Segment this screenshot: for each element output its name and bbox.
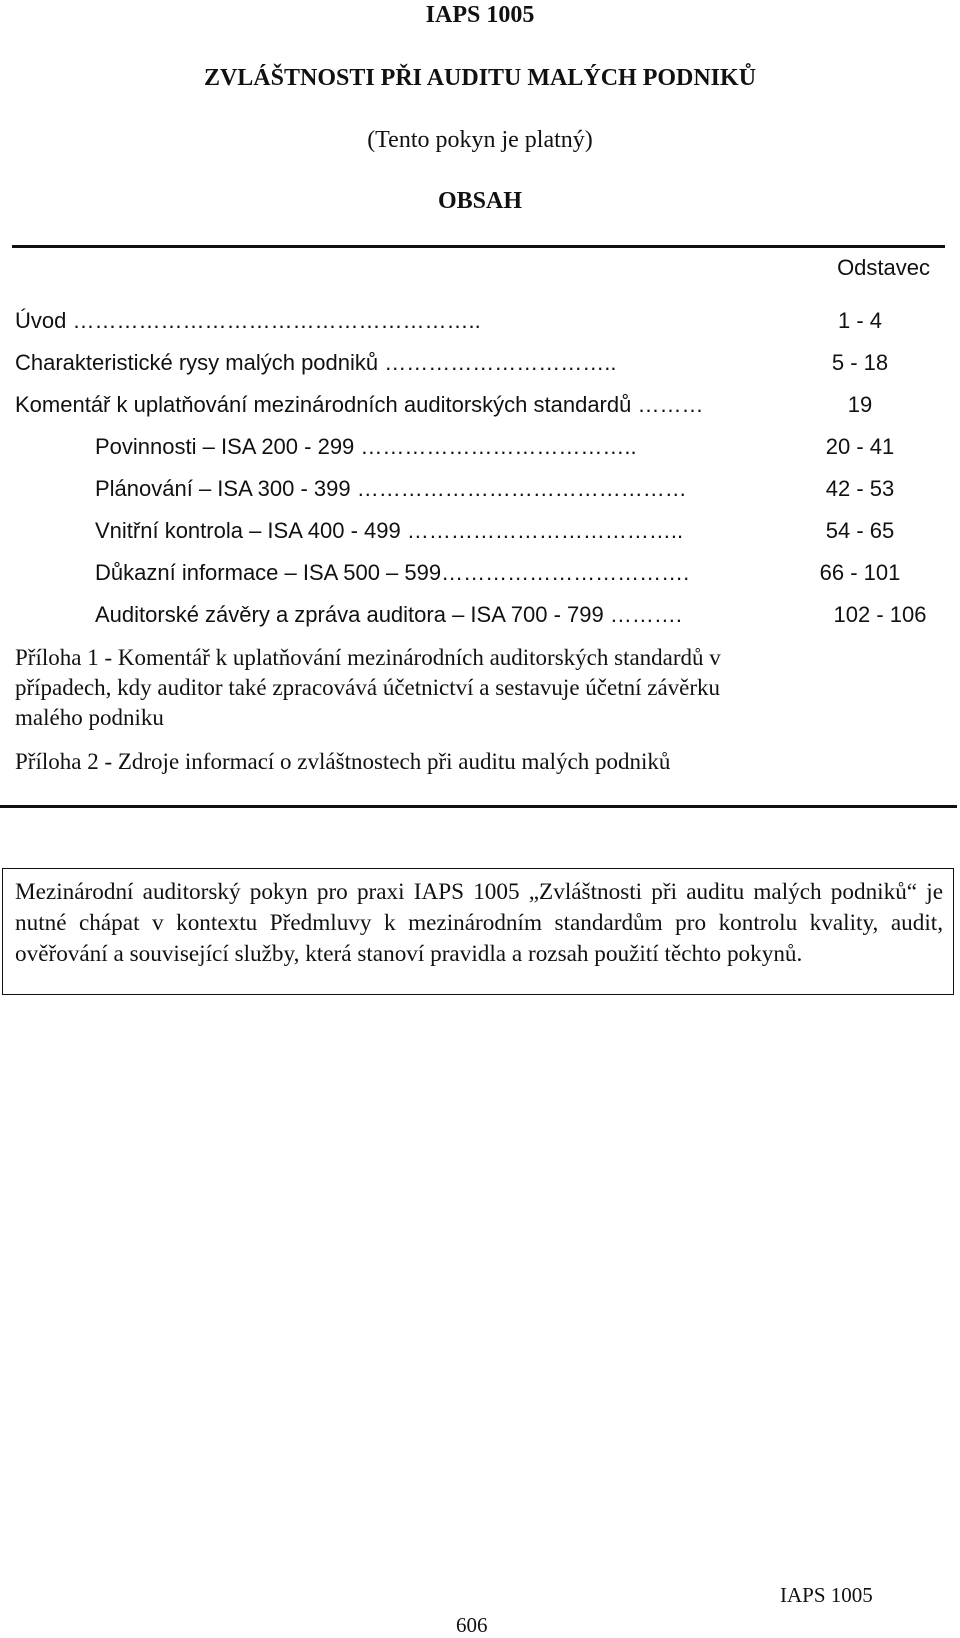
toc-row-pages: 5 - 18 <box>831 350 889 375</box>
toc-row-label: Charakteristické rysy malých podniků ………………………….. <box>15 350 617 375</box>
appendix-2: Příloha 2 - Zdroje informací o zvláštnostech při auditu malých podniků <box>15 749 671 774</box>
bottom-divider <box>0 805 957 808</box>
document-title: ZVLÁŠTNOSTI PŘI AUDITU MALÝCH PODNIKŮ <box>203 65 757 91</box>
toc-row-charakteristicke-rysy <box>0 348 960 378</box>
toc-row-povinnosti <box>0 432 960 462</box>
page-number: 606 <box>456 1613 488 1637</box>
toc-row-pages: 54 - 65 <box>825 518 895 543</box>
footer-document-code: IAPS 1005 <box>780 1583 873 1607</box>
validity-note: (Tento pokyn je platný) <box>367 127 593 153</box>
toc-row-komentar <box>0 390 960 420</box>
appendix-1: Příloha 1 - Komentář k uplatňování mezinárodních auditorských standardů v případech, kdy auditor také zpracovává účetnictví a sestavuje účetní závěrku malého podniku <box>15 645 721 730</box>
toc-column-header: Odstavec <box>837 255 930 280</box>
toc-row-label: Povinnosti – ISA 200 - 299 ……………………………….. <box>95 434 637 459</box>
toc-row-pages: 102 - 106 <box>833 602 927 627</box>
document-code: IAPS 1005 <box>425 2 535 28</box>
toc-row-pages: 42 - 53 <box>825 476 895 501</box>
toc-row-pages: 19 <box>847 392 873 417</box>
top-divider <box>12 245 945 248</box>
toc-row-label: Komentář k uplatňování mezinárodních auditorských standardů ……… <box>15 392 704 417</box>
toc-row-label: Úvod ……………………………………………….. <box>15 308 481 333</box>
toc-row-label: Plánování – ISA 300 - 399 ……………………………………… <box>95 476 687 501</box>
toc-row-vnitrni-kontrola <box>0 516 960 546</box>
toc-row-pages: 20 - 41 <box>825 434 895 459</box>
toc-row-dukazni-informace <box>0 558 960 588</box>
toc-row-planovani <box>0 474 960 504</box>
toc-row-label: Důkazní informace – ISA 500 – 599……………………………. <box>95 560 690 585</box>
toc-heading: OBSAH <box>437 188 523 214</box>
notice-box <box>2 868 954 995</box>
toc-row-pages: 66 - 101 <box>819 560 901 585</box>
toc-row-uvod <box>0 306 960 336</box>
notice-text: Mezinárodní auditorský pokyn pro praxi IAPS 1005 „Zvláštnosti při auditu malých podniků“ je nutné chápat v kontextu Předmluvy k mezinárodním standardům pro kontrolu kvality, audit, ověřování a související služby, která stanoví pravidla a rozsah použití těchto pokynů. <box>15 879 943 967</box>
toc-row-label: Auditorské závěry a zpráva auditora – ISA 700 - 799 ………. <box>95 602 682 627</box>
toc-row-auditorske-zavery <box>0 600 960 630</box>
toc-row-label: Vnitřní kontrola – ISA 400 - 499 ……………………………….. <box>95 518 684 543</box>
toc-row-pages: 1 - 4 <box>837 308 883 333</box>
